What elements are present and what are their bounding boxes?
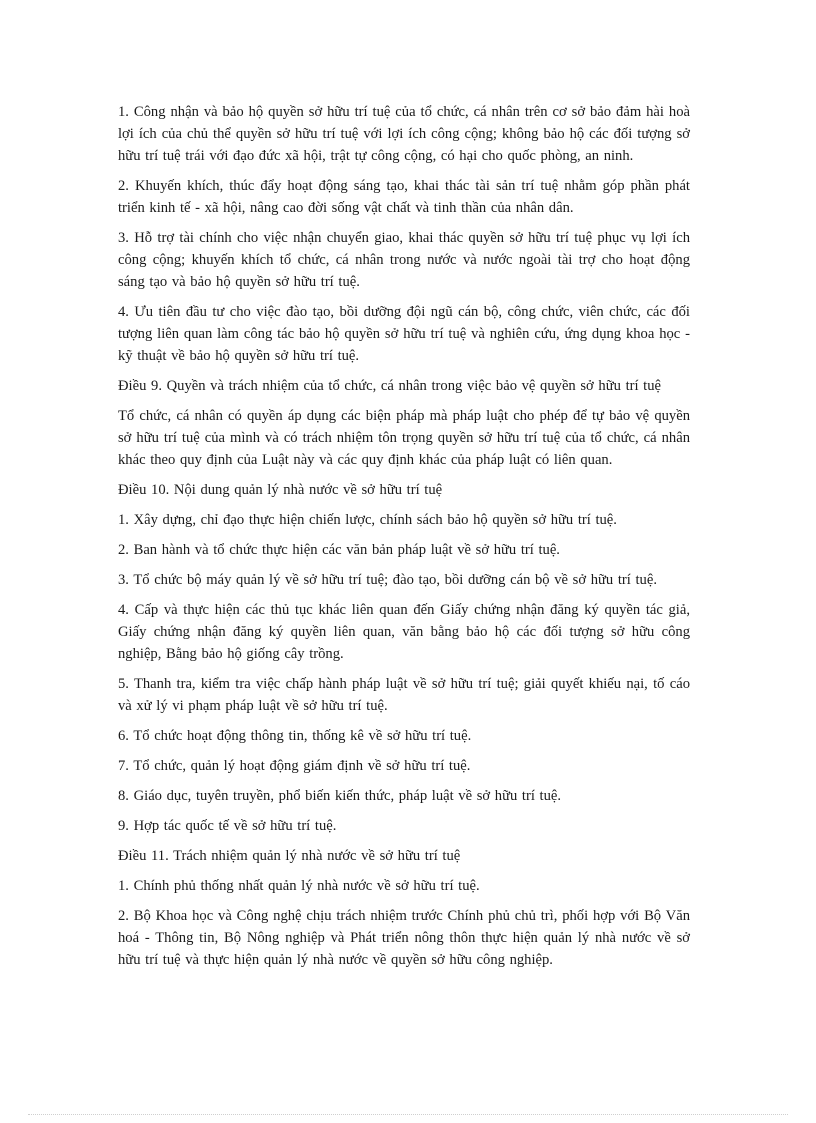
article-10-item-8: 8. Giáo dục, tuyên truyền, phổ biến kiến thức, pháp luật về sở hữu trí tuệ. [118,788,562,804]
article-10-item-7: 7. Tổ chức, quản lý hoạt động giám định về sở hữu trí tuệ. [118,758,471,774]
article-10-item-3: 3. Tổ chức bộ máy quản lý về sở hữu trí tuệ; đào tạo, bồi dưỡng cán bộ về sở hữu trí tuệ. [118,572,657,588]
article-10-item-1: 1. Xây dựng, chỉ đạo thực hiện chiến lược, chính sách bảo hộ quyền sở hữu trí tuệ. [118,512,617,528]
article-10-item-5: 5. Thanh tra, kiểm tra việc chấp hành pháp luật về sở hữu trí tuệ; giải quyết khiếu nại, tố cáo và xử lý vi phạm pháp luật về sở hữu trí tuệ. [118,676,690,714]
page-bottom-divider [28,1114,788,1115]
article-11-item-2: 2. Bộ Khoa học và Công nghệ chịu trách nhiệm trước Chính phủ chủ trì, phối hợp với Bộ Văn hoá - Thông tin, Bộ Nông nghiệp và Phát triển nông thôn thực hiện quản lý nhà nước về sở hữu trí tuệ và thực hiện quản lý nhà nước về quyền sở hữu công nghiệp. [118,908,690,968]
document-body [118,101,690,979]
paragraph-clause-3: 3. Hỗ trợ tài chính cho việc nhận chuyển giao, khai thác quyền sở hữu trí tuệ phục vụ lợi ích công cộng; khuyến khích tổ chức, cá nhân trong nước và nước ngoài tài trợ cho hoạt động sáng tạo và bảo hộ quyền sở hữu trí tuệ. [118,230,690,290]
article-9-heading: Điều 9. Quyền và trách nhiệm của tổ chức, cá nhân trong việc bảo vệ quyền sở hữu trí tuệ [118,378,662,394]
article-10-heading: Điều 10. Nội dung quản lý nhà nước về sở hữu trí tuệ [118,482,443,498]
article-10-item-2: 2. Ban hành và tổ chức thực hiện các văn bản pháp luật về sở hữu trí tuệ. [118,542,560,558]
article-11-item-1: 1. Chính phủ thống nhất quản lý nhà nước về sở hữu trí tuệ. [118,878,480,894]
article-10-item-9: 9. Hợp tác quốc tế về sở hữu trí tuệ. [118,818,337,834]
paragraph-clause-4: 4. Ưu tiên đầu tư cho việc đào tạo, bồi dưỡng đội ngũ cán bộ, công chức, viên chức, các đối tượng liên quan làm công tác bảo hộ quyền sở hữu trí tuệ và nghiên cứu, ứng dụng khoa học - kỹ thuật về bảo hộ quyền sở hữu trí tuệ. [118,304,690,364]
paragraph-clause-1: 1. Công nhận và bảo hộ quyền sở hữu trí tuệ của tổ chức, cá nhân trên cơ sở bảo đảm hài hoà lợi ích của chủ thể quyền sở hữu trí tuệ với lợi ích công cộng; không bảo hộ các đối tượng sở hữu trí tuệ trái với đạo đức xã hội, trật tự công cộng, có hại cho quốc phòng, an ninh. [118,104,690,164]
article-9-body: Tổ chức, cá nhân có quyền áp dụng các biện pháp mà pháp luật cho phép để tự bảo vệ quyền sở hữu trí tuệ của mình và có trách nhiệm tôn trọng quyền sở hữu trí tuệ của tổ chức, cá nhân khác theo quy định của Luật này và các quy định khác của pháp luật có liên quan. [118,408,690,468]
article-10-item-6: 6. Tổ chức hoạt động thông tin, thống kê về sở hữu trí tuệ. [118,728,472,744]
paragraph-clause-2: 2. Khuyến khích, thúc đẩy hoạt động sáng tạo, khai thác tài sản trí tuệ nhằm góp phần phát triển kinh tế - xã hội, nâng cao đời sống vật chất và tinh thần của nhân dân. [118,178,690,216]
article-11-heading: Điều 11. Trách nhiệm quản lý nhà nước về sở hữu trí tuệ [118,848,461,864]
article-10-item-4: 4. Cấp và thực hiện các thủ tục khác liên quan đến Giấy chứng nhận đăng ký quyền tác giả, Giấy chứng nhận đăng ký quyền liên quan, văn bằng bảo hộ các đối tượng sở hữu công nghiệp, Bằng bảo hộ giống cây trồng. [118,602,690,662]
